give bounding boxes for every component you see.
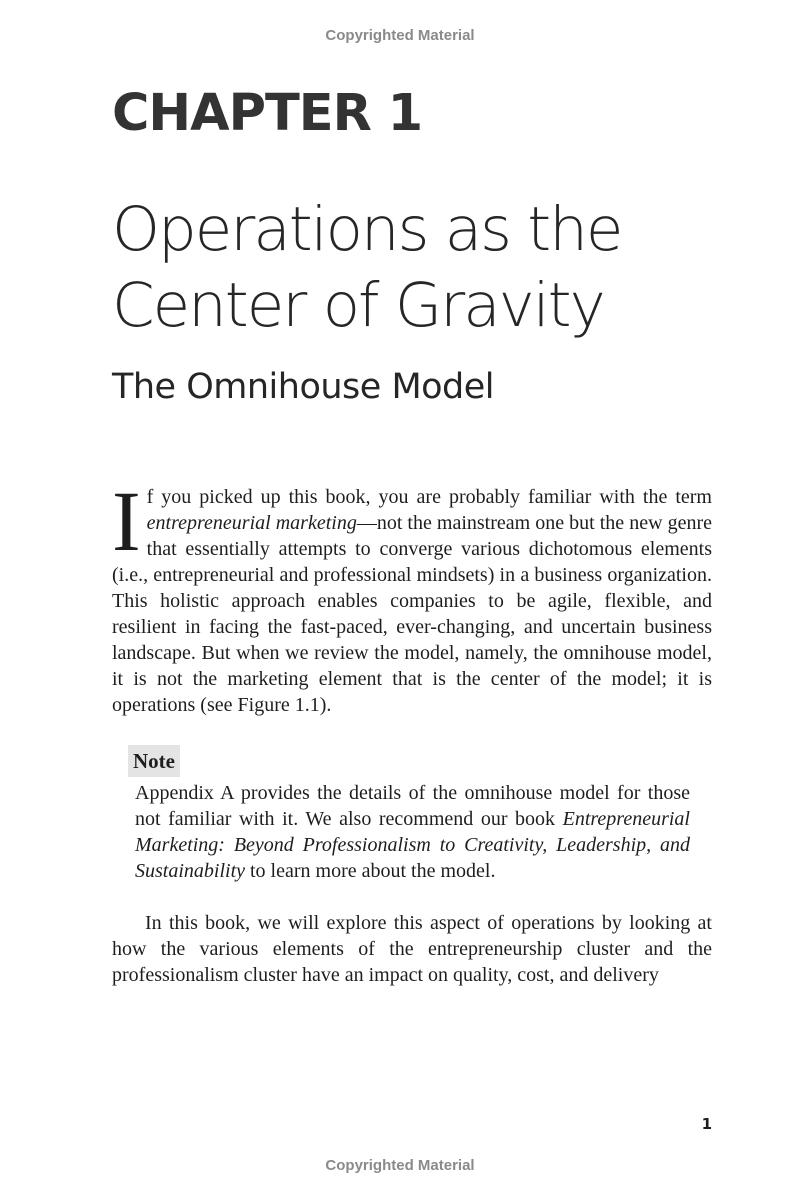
opening-text-rest: —not the mainstream one but the new genre that essentially attempts to converge various dichotomous elements (i.e., entrepreneurial and professional mindsets) in a business organization. This holistic approach enables companies to be agile, flexible, and resilient in facing the fast-paced, ever-changing, and uncertain business landscape. But when we review the model, namely, the omnihouse model, it is not the marketing element that is the center of the model; it is operations (see Figure 1.1). — [112, 512, 712, 716]
note-text-end: to learn more about the model. — [245, 860, 496, 882]
second-paragraph: In this book, we will explore this aspect of operations by looking at how the various elements of the entrepreneurship cluster and the professionalism cluster have an impact on quality, cost, and delivery — [112, 912, 712, 986]
note-text-start: Appendix A provides the details of the omnihouse model for those not familiar with it. We also recommend our book — [135, 782, 690, 830]
copyright-watermark-top: Copyrighted Material — [325, 27, 475, 44]
drop-cap: I — [112, 473, 141, 569]
chapter-title: Operations as the Center of Gravity — [112, 194, 622, 341]
note-body — [135, 780, 690, 884]
chapter-subtitle: The Omnihouse Model — [112, 367, 495, 407]
opening-text-start: f you picked up this book, you are probably familiar with the term — [146, 486, 712, 508]
page-number: 1 — [701, 1115, 712, 1133]
emphasized-term: entrepreneurial marketing — [146, 512, 357, 534]
opening-paragraph — [112, 473, 712, 718]
note-label: Note — [128, 745, 180, 777]
note-book-title: Entrepreneurial Marketing: Beyond Professionalism to Creativity, Leadership, and Sustainability — [135, 808, 690, 882]
chapter-label: CHAPTER 1 — [112, 84, 423, 143]
copyright-watermark-bottom: Copyrighted Material — [325, 1157, 475, 1174]
